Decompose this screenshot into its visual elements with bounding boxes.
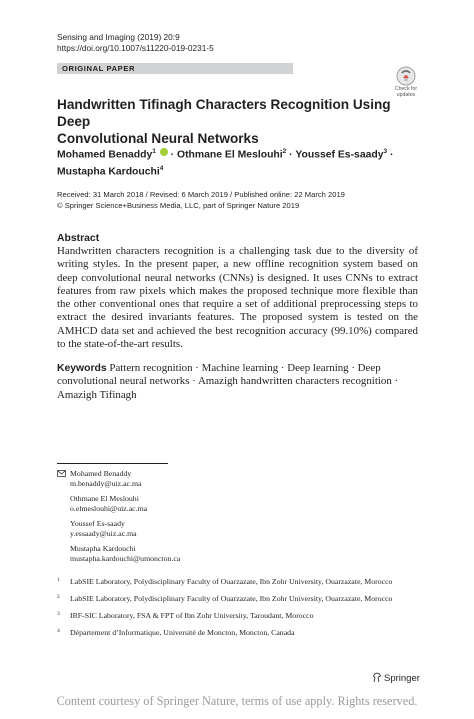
keywords-block (57, 362, 418, 402)
contact-entry (57, 544, 180, 564)
affiliation-number: 2 (57, 594, 60, 600)
publication-dates (57, 190, 345, 211)
contact-email[interactable]: y.essaady@uiz.ac.ma (70, 529, 137, 538)
envelope-icon (57, 470, 66, 477)
paper-title (57, 96, 397, 147)
abstract-text: Handwritten characters recognition is a challenging task due to the diversity of writing styles. In the present paper, a new offline recognition system based on deep convolutional neural networks (CNNs) is designed. It uses CNNs to extract features from raw pixels which makes the proposed technique more flexible than the other conventional ones that require a set of additional preprocessing steps to extract the desired invariants features. The proposed system is tested on the AMHCD data set and achieved the best recognition accuracy (99.10%) compared to the state-of-the-art results. (57, 245, 418, 351)
publisher-name: Springer (384, 673, 420, 684)
author-name[interactable]: Mustapha Kardouchi (57, 166, 160, 178)
affiliation-item (57, 628, 418, 638)
author-separator: · (387, 149, 394, 161)
affiliation-text: IRF-SIC Laboratory, FSA & FPT of Ibn Zohr University, Taroudant, Morocco (70, 611, 314, 620)
author-list (57, 145, 437, 180)
author-separator: · (167, 149, 178, 161)
contact-entry (57, 519, 180, 539)
section-banner (57, 63, 293, 74)
author-name[interactable]: Othmane El Meslouhi (177, 149, 283, 161)
affiliation-item (57, 594, 418, 604)
keywords-label: Keywords (57, 363, 107, 374)
affiliation-item (57, 577, 418, 587)
author-name[interactable]: Youssef Es-saady (295, 149, 384, 161)
contact-name: Othmane El Meslouhi (70, 494, 139, 503)
affiliation-text: LabSIE Laboratory, Polydisciplinary Faculty of Ouarzazate, Ibn Zohr University, Ouarzazate, Morocco (70, 594, 393, 603)
journal-citation: Sensing and Imaging (2019) 20:9 (57, 32, 180, 42)
section-label: ORIGINAL PAPER (62, 64, 136, 73)
springer-horse-icon (372, 672, 382, 683)
affiliation-number: 1 (57, 577, 60, 583)
author-separator: · (286, 149, 296, 161)
contact-email[interactable]: m.benaddy@uiz.ac.ma (70, 479, 142, 488)
author-affil-sup: 4 (159, 165, 164, 173)
check-label-2: updates (396, 91, 416, 98)
keywords-text: Pattern recognition · Machine learning · Deep learning · Deep convolutional neural networks · Amazigh handwritten characters recognition · Amazigh Tifinagh (57, 362, 399, 401)
orcid-icon[interactable] (160, 148, 168, 156)
affiliation-text: Département d’Informatique, Université de Moncton, Moncton, Canada (70, 628, 295, 637)
footnote-rule (57, 463, 168, 464)
dates-history: Received: 31 March 2018 / Revised: 6 March 2019 / Published online: 22 March 2019 (57, 190, 345, 199)
contact-entry (57, 494, 180, 514)
check-label-1: Check for (394, 86, 418, 92)
author-affil-sup: 3 (383, 148, 388, 155)
check-updates-icon (396, 66, 416, 86)
author-affil-sup: 2 (282, 148, 287, 155)
copyright-line: © Springer Science+Business Media, LLC, part of Springer Nature 2019 (57, 200, 300, 210)
contact-email[interactable]: mustapha.kardouchi@umoncton.ca (70, 554, 181, 563)
abstract-heading: Abstract (57, 233, 100, 244)
contact-name: Mohamed Benaddy (70, 469, 132, 478)
affiliation-text: LabSIE Laboratory, Polydisciplinary Faculty of Ouarzazate, Ibn Zohr University, Ouarzazate, Morocco (70, 577, 393, 586)
contact-email[interactable]: o.elmeslouhi@uiz.ac.ma (70, 504, 148, 513)
affiliation-number: 3 (57, 611, 60, 617)
publisher-logo (372, 672, 420, 685)
check-for-updates-badge[interactable] (390, 66, 422, 100)
author-affil-sup: 1 (152, 148, 156, 155)
courtesy-notice: Content courtesy of Springer Nature, terms of use apply. Rights reserved. (56, 694, 418, 708)
title-line-2: Convolutional Neural Networks (57, 131, 259, 146)
affiliation-list (57, 577, 418, 645)
title-line-1: Handwritten Tifinagh Characters Recognition Using Deep (57, 97, 391, 129)
affiliation-number: 4 (57, 628, 60, 634)
author-name[interactable]: Mohamed Benaddy (57, 149, 153, 161)
affiliation-item (57, 611, 418, 621)
doi-link[interactable]: https://doi.org/10.1007/s11220-019-0231-5 (57, 43, 214, 53)
contact-entry (57, 469, 180, 489)
contact-name: Mustapha Kardouchi (70, 544, 136, 553)
contact-list (57, 469, 180, 569)
contact-name: Youssef Es-saady (70, 519, 125, 528)
